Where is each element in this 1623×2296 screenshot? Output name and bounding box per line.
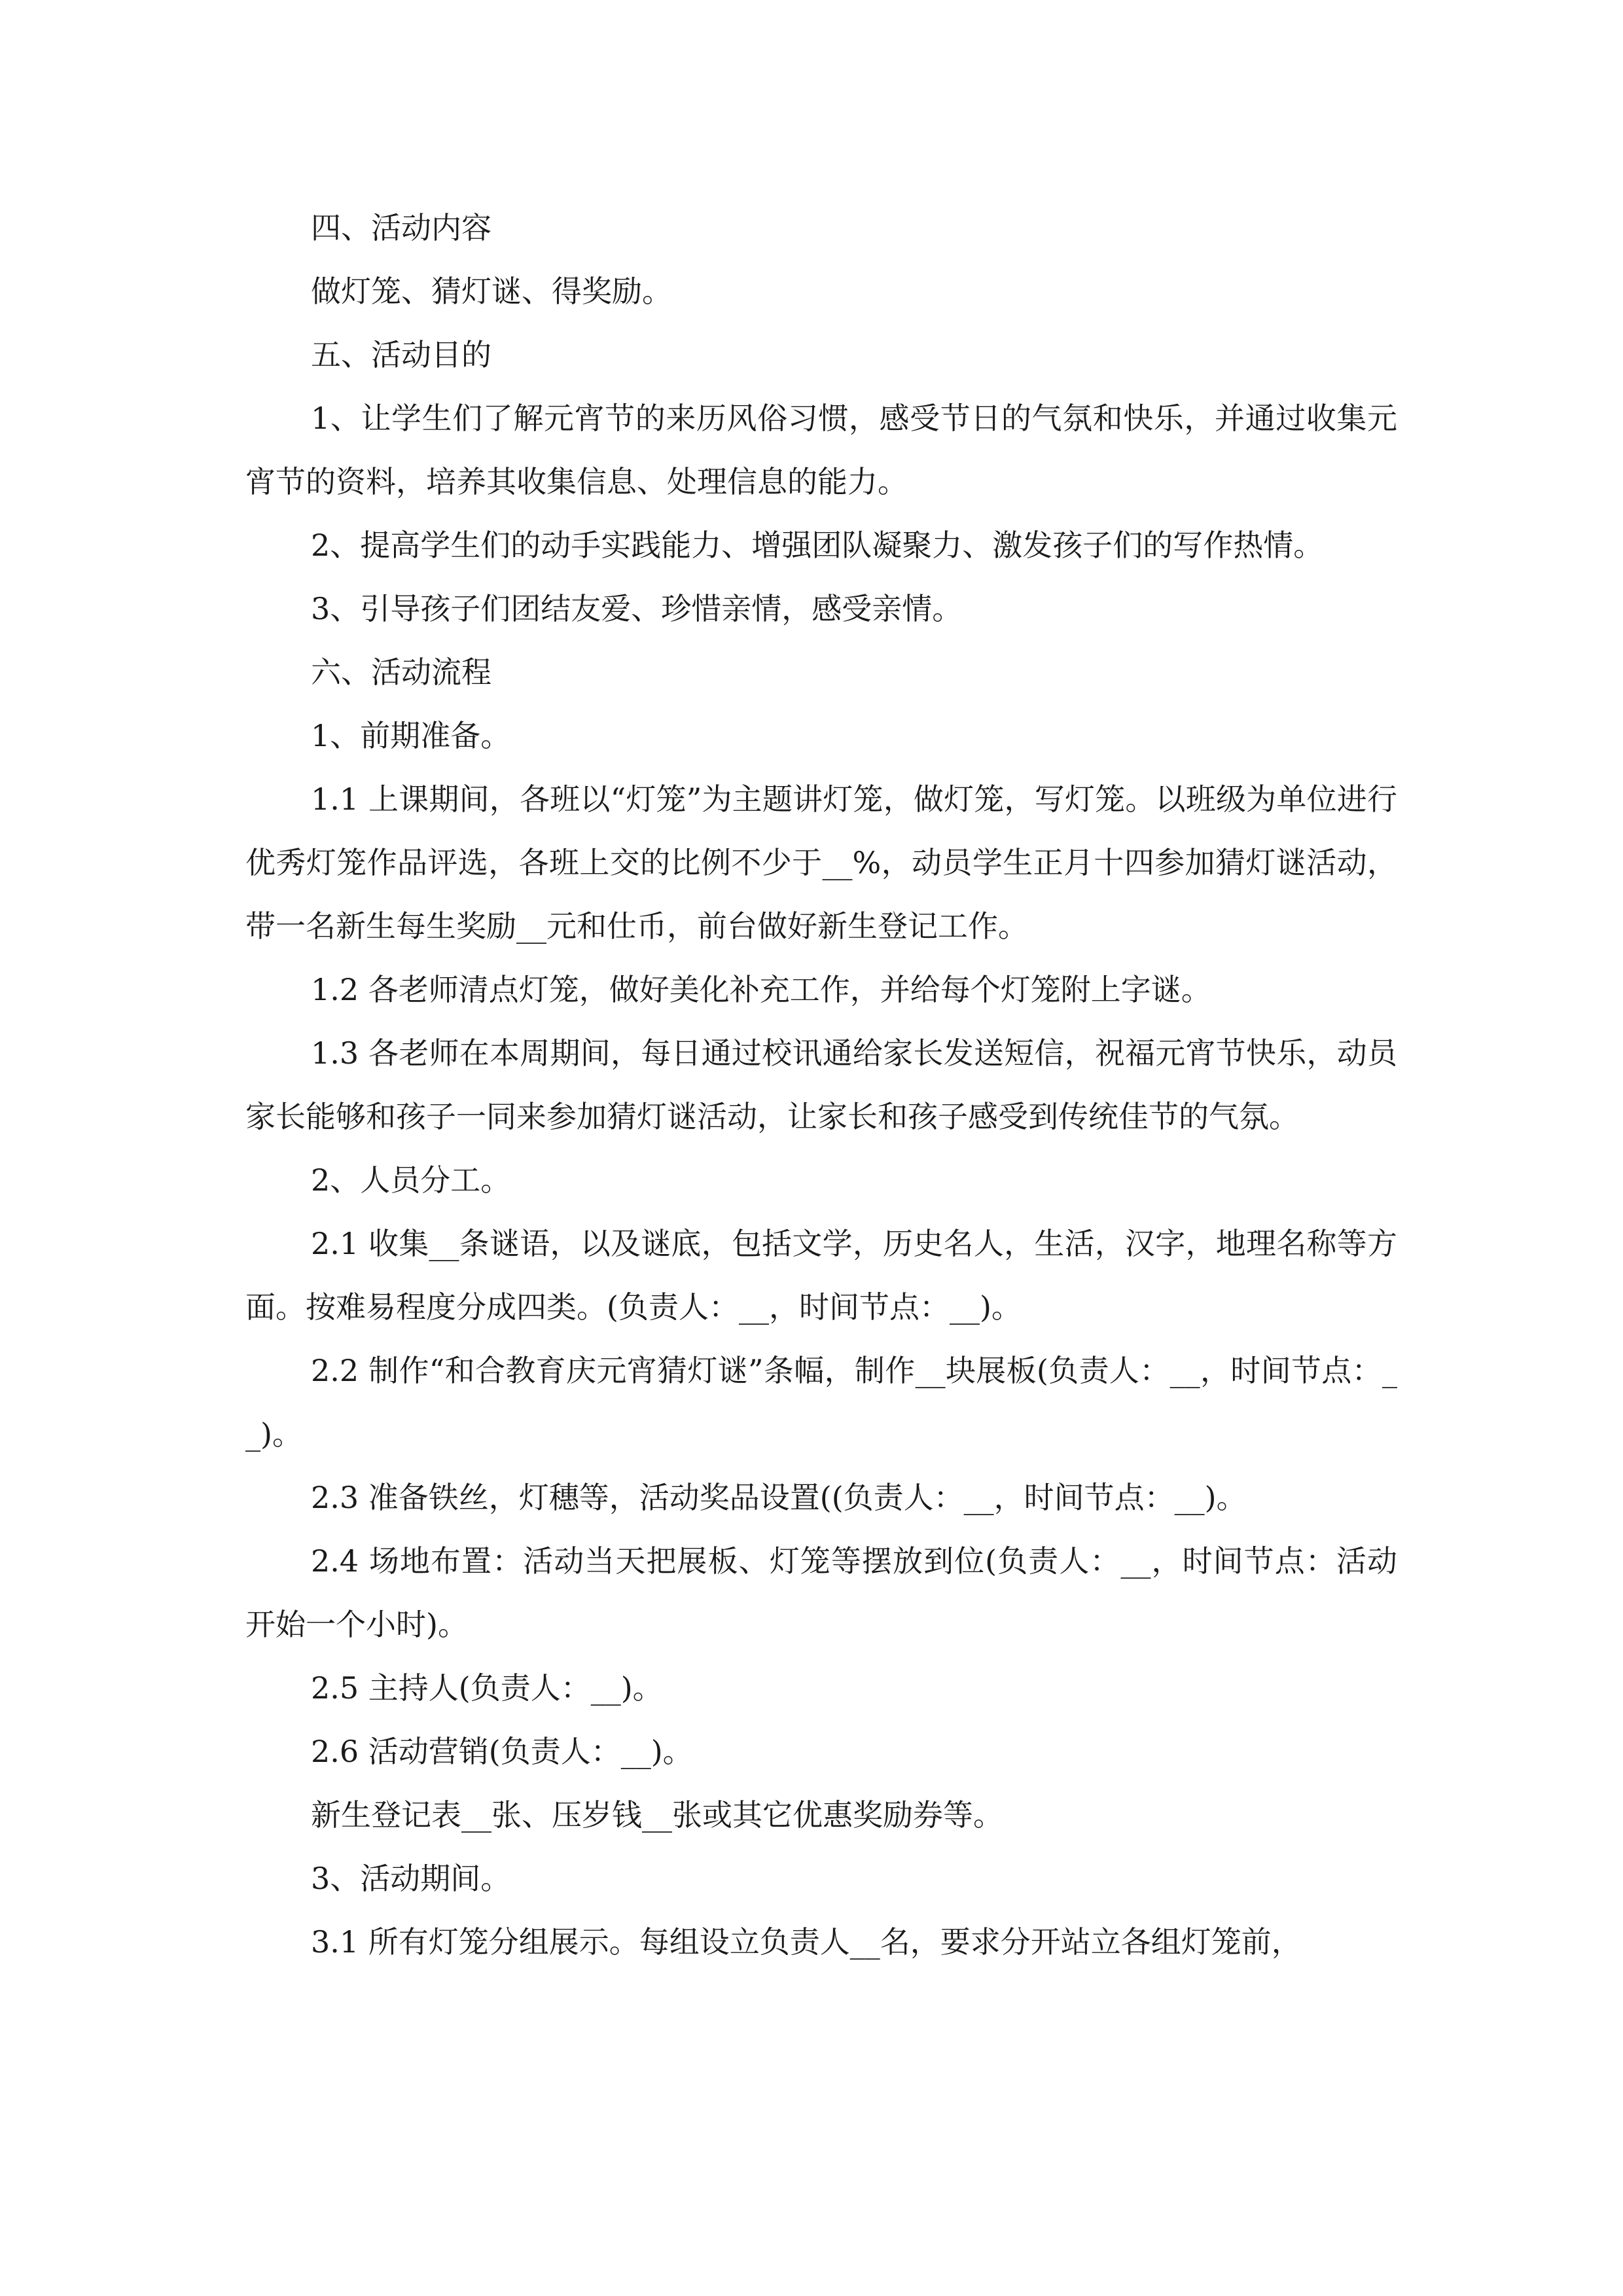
subheading: 2、人员分工。 bbox=[311, 1162, 511, 1198]
section-heading-activity-content: 四、活动内容 bbox=[311, 210, 491, 245]
paragraph: 2.4 场地布置：活动当天把展板、灯笼等摆放到位(负责人：__，时间节点：活动开始一个小时)。 bbox=[245, 1543, 1397, 1642]
paragraph: 1.1 上课期间，各班以“灯笼”为主题讲灯笼，做灯笼，写灯笼。以班级为单位进行优秀灯笼作品评选，各班上交的比例不少于__%，动员学生正月十四参加猜灯谜活动，带一名新生每生奖励__元和仕币，前台做好新生登记工作。 bbox=[245, 781, 1397, 944]
paragraph: 1、让学生们了解元宵节的来历风俗习惯，感受节日的气氛和快乐，并通过收集元宵节的资料，培养其收集信息、处理信息的能力。 bbox=[245, 401, 1397, 499]
paragraph: 3、引导孩子们团结友爱、珍惜亲情，感受亲情。 bbox=[311, 591, 963, 626]
paragraph: 1.2 各老师清点灯笼，做好美化补充工作，并给每个灯笼附上字谜。 bbox=[311, 972, 1211, 1007]
subheading: 1、前期准备。 bbox=[311, 718, 511, 753]
paragraph: 2.6 活动营销(负责人：__)。 bbox=[311, 1734, 693, 1769]
section-heading-activity-process: 六、活动流程 bbox=[311, 655, 491, 690]
paragraph: 2.5 主持人(负责人：__)。 bbox=[311, 1670, 663, 1706]
document-body bbox=[245, 196, 1397, 1974]
section-heading-activity-purpose: 五、活动目的 bbox=[311, 337, 491, 372]
paragraph: 2.1 收集__条谜语，以及谜底，包括文学，历史名人，生活，汉字，地理名称等方面。按难易程度分成四类。(负责人：__，时间节点：__)。 bbox=[245, 1226, 1397, 1325]
paragraph: 3.1 所有灯笼分组展示。每组设立负责人__名，要求分开站立各组灯笼前， bbox=[311, 1924, 1302, 1960]
paragraph: 2、提高学生们的动手实践能力、增强团队凝聚力、激发孩子们的写作热情。 bbox=[311, 528, 1324, 563]
paragraph: 2.3 准备铁丝，灯穗等，活动奖品设置((负责人：__，时间节点：__)。 bbox=[311, 1480, 1247, 1515]
paragraph: 做灯笼、猜灯谜、得奖励。 bbox=[311, 274, 672, 309]
paragraph: 新生登记表__张、压岁钱__张或其它优惠奖励券等。 bbox=[311, 1797, 1003, 1833]
paragraph: 1.3 各老师在本周期间，每日通过校讯通给家长发送短信，祝福元宵节快乐，动员家长能够和孩子一同来参加猜灯谜活动，让家长和孩子感受到传统佳节的气氛。 bbox=[245, 1035, 1397, 1134]
paragraph: 2.2 制作“和合教育庆元宵猜灯谜”条幅，制作__块展板(负责人：__，时间节点：__)。 bbox=[245, 1353, 1397, 1452]
subheading: 3、活动期间。 bbox=[311, 1861, 511, 1896]
